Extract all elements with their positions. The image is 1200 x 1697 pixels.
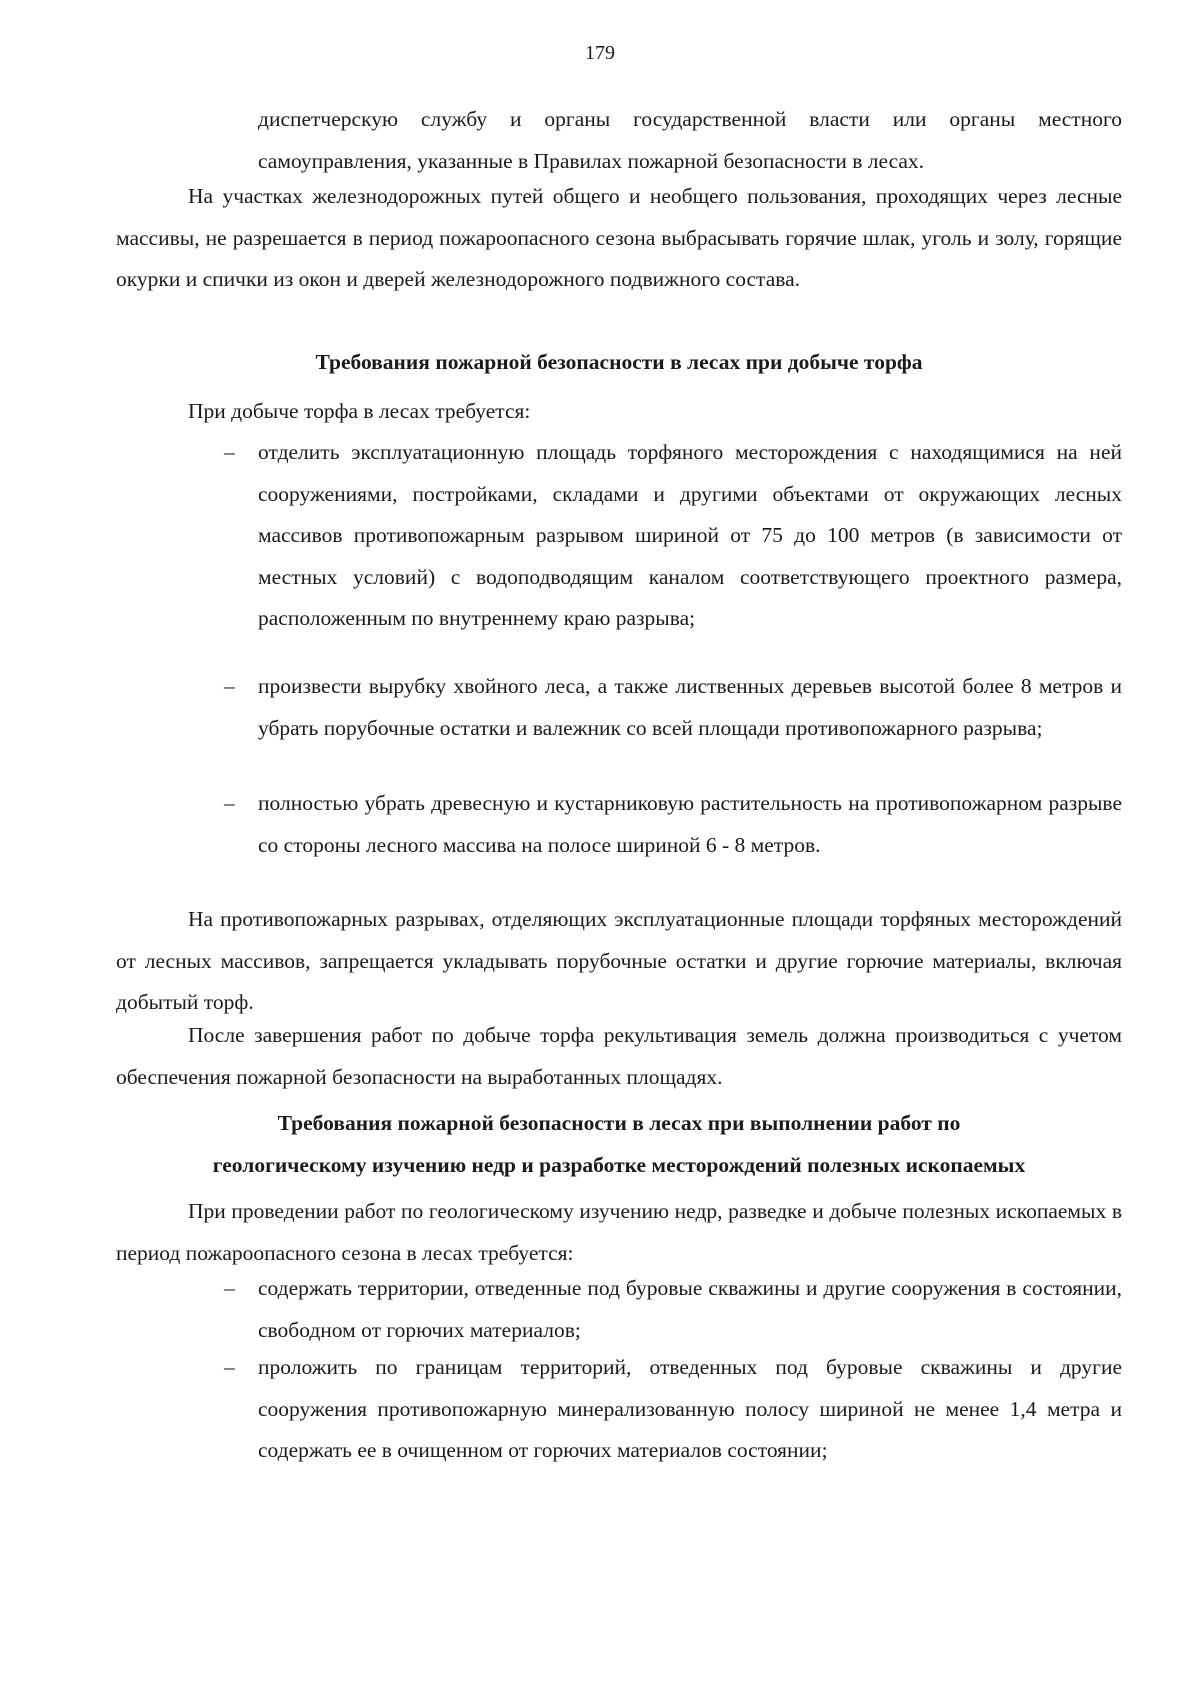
paragraph-peat-intro: При добыче торфа в лесах требуется: (188, 399, 531, 423)
list-bullet: – (224, 674, 235, 698)
list-bullet: – (224, 1355, 235, 1379)
list-item (224, 783, 1122, 866)
section-heading-peat: Требования пожарной безопасности в лесах при добыче торфа (315, 350, 923, 374)
paragraph-continuation: диспетчерскую службу и органы государственной власти или органы местного самоуправления, указанные в Правилах пожарной безопасности в лесах. (258, 107, 1122, 173)
list-item-text: произвести вырубку хвойного леса, а также лиственных деревьев высотой более 8 метров и убрать порубочные остатки и валежник со всей площади противопожарного разрыва; (258, 674, 1122, 740)
page-number: 179 (585, 42, 615, 64)
list-item (224, 666, 1122, 749)
list-item-text: полностью убрать древесную и кустарниковую растительность на противопожарном разрыве со стороны лесного массива на полосе шириной 6 - 8 метров. (258, 791, 1122, 857)
list-bullet: – (224, 791, 235, 815)
list-bullet: – (224, 1276, 235, 1300)
paragraph-recultivation: После завершения работ по добыче торфа рекультивация земель должна производиться с учетом обеспечения пожарной безопасности на выработанных площадях. (116, 1023, 1122, 1089)
section-heading-geology (116, 1103, 1122, 1186)
section-heading-geology-line2: геологическому изучению недр и разработке месторождений полезных ископаемых (212, 1152, 1026, 1177)
list-item-text: проложить по границам территорий, отведенных под буровые скважины и другие сооружения противопожарную минерализованную полосу шириной не менее 1,4 метра и содержать ее в очищенном от горючих материалов состоянии; (258, 1355, 1122, 1462)
list-item-text: содержать территории, отведенные под буровые скважины и другие сооружения в состоянии, свободном от горючих материалов; (258, 1276, 1122, 1342)
paragraph-geology-intro: При проведении работ по геологическому изучению недр, разведке и добыче полезных ископаемых в период пожароопасного сезона в лесах требуется: (116, 1199, 1122, 1265)
list-item (224, 432, 1122, 640)
paragraph-firebreaks: На противопожарных разрывах, отделяющих эксплуатационные площади торфяных месторождений от лесных массивов, запрещается укладывать порубочные остатки и другие горючие материалы, включая добытый торф. (116, 907, 1122, 1014)
list-bullet: – (224, 440, 235, 464)
section-heading-geology-line1: Требования пожарной безопасности в лесах при выполнении работ по (277, 1111, 961, 1135)
list-item (224, 1268, 1122, 1351)
list-item (224, 1347, 1122, 1472)
paragraph-railway: На участках железнодорожных путей общего и необщего пользования, проходящих через лесные массивы, не разрешается в период пожароопасного сезона выбрасывать горячие шлак, уголь и золу, горящие окурки и спички из окон и дверей железнодорожного подвижного состава. (116, 184, 1122, 291)
list-item-text: отделить эксплуатационную площадь торфяного месторождения с находящимися на ней сооружениями, постройками, складами и другими объектами от окружающих лесных массивов противопожарным разрывом шириной от 75 до 100 метров (в зависимости от местных условий) с водоподводящим каналом соответствующего проектного размера, расположенным по внутреннему краю разрыва; (258, 440, 1122, 630)
